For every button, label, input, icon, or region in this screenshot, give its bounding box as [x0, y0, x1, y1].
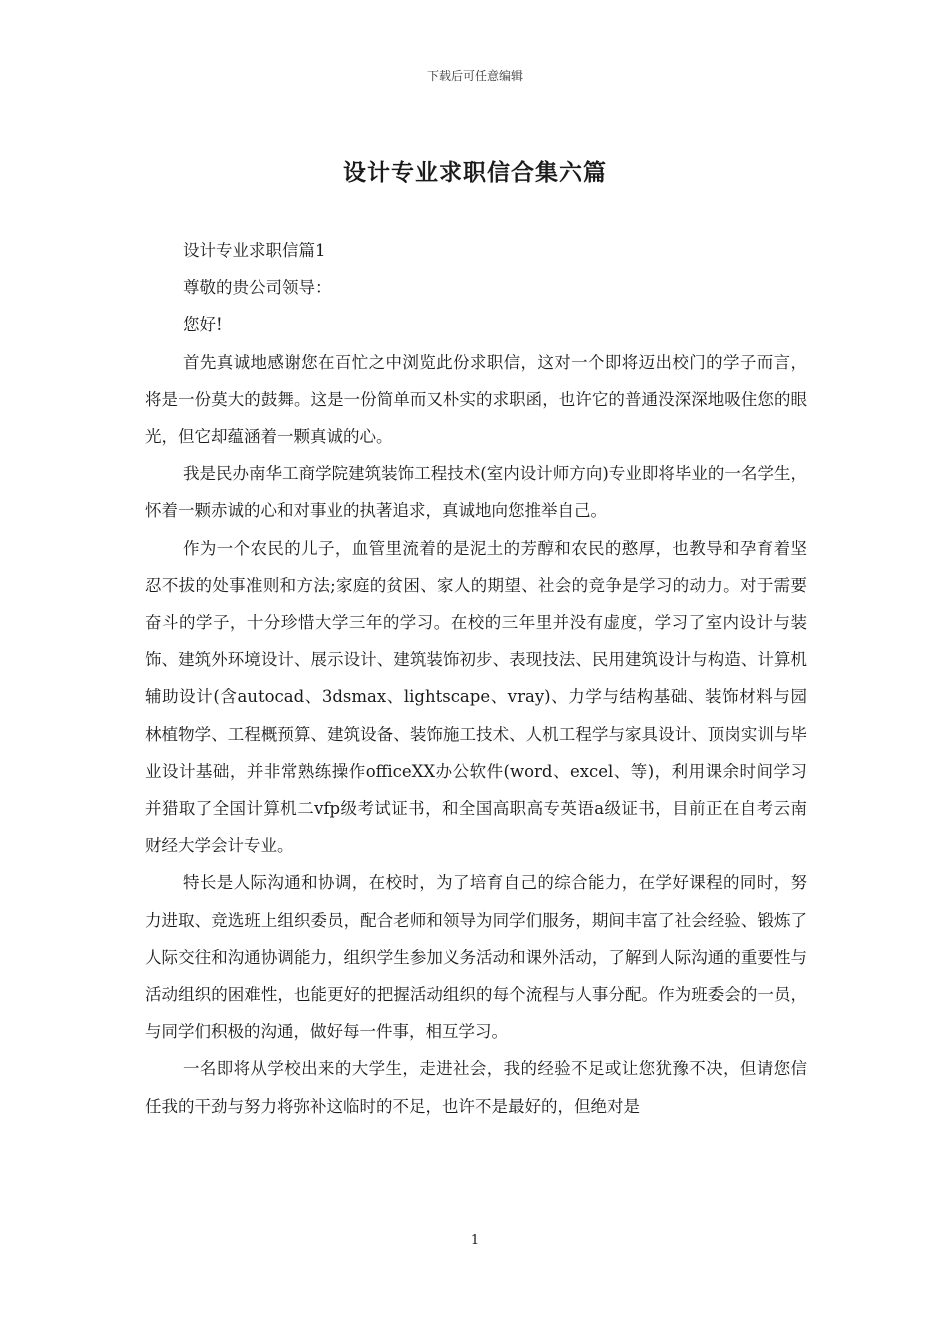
- salutation: 尊敬的贵公司领导：: [182, 278, 332, 298]
- header-note: 下载后可任意编辑: [426, 69, 523, 83]
- body-paragraph: 作为一个农民的儿子，血管里流着的是泥土的芳醇和农民的憨厚，也教导和孕育着坚忍不拔的处事准则和方法;家庭的贫困、家人的期望、社会的竞争是学习的动力。对于需要奋斗的学子，十分珍惜大学三年的学习。在校的三年里并没有虚度，学习了室内设计与装饰、建筑外环境设计、展示设计、建筑装饰初步、表现技法、民用建筑设计与构造、计算机辅助设计(含autocad、3dsmax、lightscape、vray)、力学与结构基础、装饰材料与园林植物学、工程概预算、建筑设备、装饰施工技术、人机工程学与家具设计、顶岗实训与毕业设计基础，并非常熟练操作officeXX办公软件(word、excel、等)，利用课余时间学习并猎取了全国计算机二vfp级考试证书，和全国高职高专英语a级证书，目前正在自考云南财经大学会计专业。: [145, 538, 807, 856]
- body-paragraph: 我是民办南华工商学院建筑装饰工程技术(室内设计师方向)专业即将毕业的一名学生，怀着一颗赤诚的心和对事业的执著追求，真诚地向您推举自己。: [145, 464, 807, 521]
- document-body: [145, 232, 807, 1125]
- greeting: 您好!: [182, 315, 223, 335]
- section-heading: 设计专业求职信篇1: [182, 241, 326, 260]
- page-number: 1: [470, 1233, 480, 1248]
- body-paragraph: 首先真诚地感谢您在百忙之中浏览此份求职信，这对一个即将迈出校门的学子而言，将是一份莫大的鼓舞。这是一份简单而又朴实的求职函，也许它的普通没深深地吸住您的眼光，但它却蕴涵着一颗真诚的心。: [145, 352, 807, 447]
- document-title: 设计专业求职信合集六篇: [343, 159, 607, 186]
- body-paragraph: 一名即将从学校出来的大学生，走进社会，我的经验不足或让您犹豫不决，但请您信任我的干劲与努力将弥补这临时的不足，也许不是最好的，但绝对是: [145, 1059, 807, 1116]
- body-paragraph: 特长是人际沟通和协调，在校时，为了培育自己的综合能力，在学好课程的同时，努力进取、竞选班上组织委员，配合老师和领导为同学们服务，期间丰富了社会经验、锻炼了人际交往和沟通协调能力，组织学生参加义务活动和课外活动，了解到人际沟通的重要性与活动组织的困难性，也能更好的把握活动组织的每个流程与人事分配。作为班委会的一员，与同学们积极的沟通，做好每一件事，相互学习。: [145, 873, 807, 1042]
